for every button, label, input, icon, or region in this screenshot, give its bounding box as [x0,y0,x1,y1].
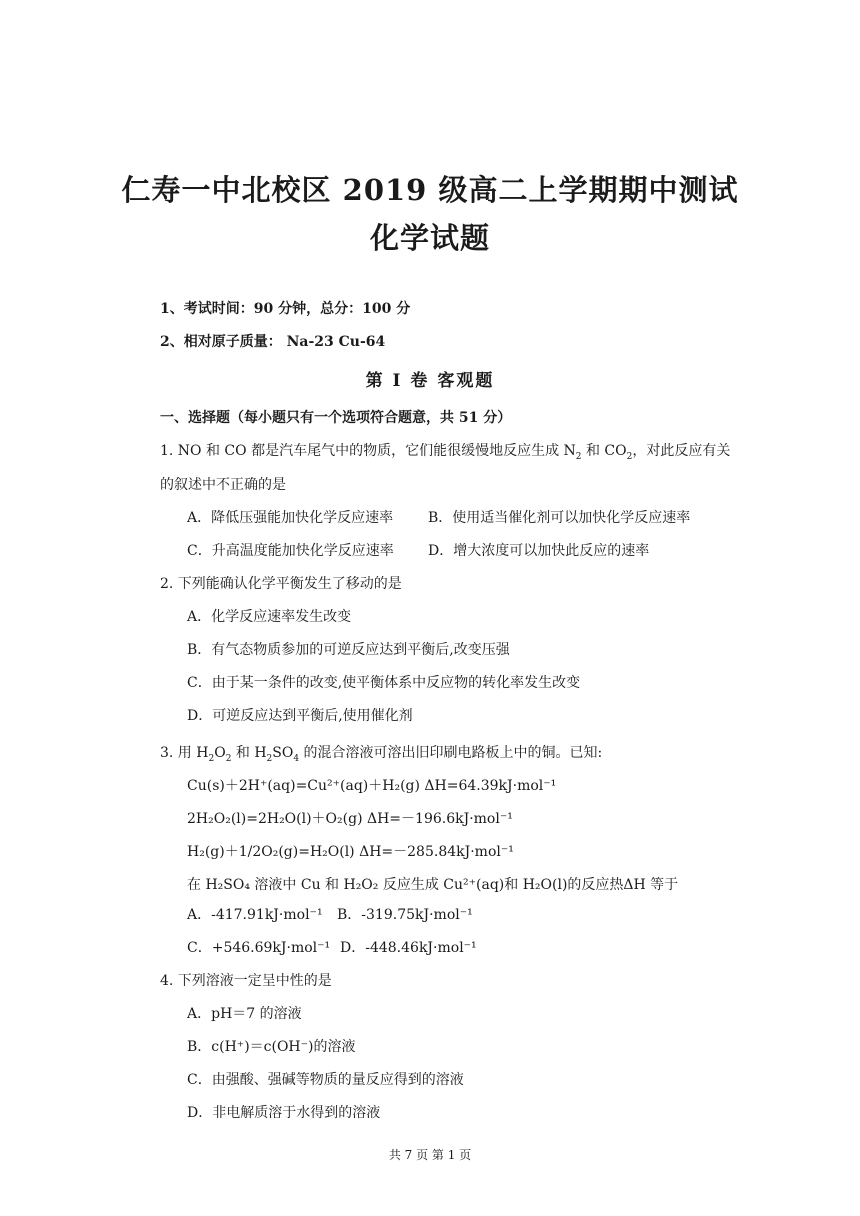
subscript: 2 [225,753,232,764]
question-3-ask: 在 H₂SO₄ 溶液中 Cu 和 H₂O₂ 反应生成 Cu²⁺(aq)和 H₂O(l)的反应热ΔH 等于 [187,877,679,893]
subscript: 2 [266,753,273,764]
question-4-option-d: D．非电解质溶于水得到的溶液 [187,1105,381,1121]
question-1-option-c: C．升高温度能加快化学反应速率 [187,543,394,559]
question-4-option-b: B．c(H⁺)＝c(OH⁻)的溶液 [187,1039,356,1055]
exam-note-atomic-mass: 2、相对原子质量： Na-23 Cu-64 [160,334,386,350]
question-4-option-a: A．pH＝7 的溶液 [187,1006,302,1022]
question-1-stem-line2: 的叙述中不正确的是 [160,477,286,493]
question-2-option-a: A．化学反应速率发生改变 [187,609,352,625]
subscript: 2 [575,451,582,462]
question-4-stem: 4. 下列溶液一定呈中性的是 [160,973,332,989]
question-1-stem-text-c: ，对此反应有关 [632,443,731,459]
question-1-option-a: A．降低压强能加快化学反应速率 [187,510,394,526]
question-3-option-a: A．-417.91kJ·mol⁻¹ [187,907,323,923]
page-title: 仁寿一中北校区 2019 级高二上学期期中测试 [121,173,739,207]
question-3-equation-3: H₂(g)＋1/2O₂(g)=H₂O(l) ΔH=－285.84kJ·mol⁻¹ [187,844,514,860]
question-3-equation-2: 2H₂O₂(l)=2H₂O(l)＋O₂(g) ΔH=－196.6kJ·mol⁻¹ [187,811,513,827]
section-heading: 第 I 卷 客观题 [365,371,495,391]
question-1-stem-text-a: 1. NO 和 CO 都是汽车尾气中的物质，它们能很缓慢地反应生成 N [160,443,576,459]
subscript: 2 [208,753,215,764]
question-3-equation-1: Cu(s)＋2H⁺(aq)=Cu²⁺(aq)＋H₂(g) ΔH=64.39kJ·mol⁻¹ [187,778,557,794]
question-3-stem [160,742,602,764]
question-2-stem: 2. 下列能确认化学平衡发生了移动的是 [160,576,402,592]
question-3-option-d: D．-448.46kJ·mol⁻¹ [340,940,477,956]
question-3-option-c: C．+546.69kJ·mol⁻¹ [187,940,331,956]
question-2-option-d: D．可逆反应达到平衡后,使用催化剂 [187,708,413,724]
question-2-option-b: B．有气态物质参加的可逆反应达到平衡后,改变压强 [187,642,510,658]
question-3-stem-text-c: 和 H [231,745,267,761]
exam-note-time: 1、考试时间：90 分钟，总分：100 分 [160,301,411,317]
question-3-stem-text-d: SO [272,745,294,761]
part-heading: 一、选择题（每小题只有一个选项符合题意，共 51 分） [160,410,512,426]
question-1-stem [160,440,730,462]
page-subtitle: 化学试题 [369,221,490,255]
subscript: 4 [293,753,300,764]
question-3-stem-text-a: 3. 用 H [160,745,209,761]
question-1-option-d: D．增大浓度可以加快此反应的速率 [428,543,650,559]
question-2-option-c: C．由于某一条件的改变,使平衡体系中反应物的转化率发生改变 [187,675,581,691]
question-3-stem-text-e: 的混合溶液可溶出旧印刷电路板上中的铜。已知: [299,745,603,761]
page-footer: 共 7 页 第 1 页 [388,1148,472,1162]
question-3-option-b: B．-319.75kJ·mol⁻¹ [337,907,473,923]
question-1-stem-text-b: 和 CO [581,443,627,459]
question-1-option-b: B．使用适当催化剂可以加快化学反应速率 [428,510,691,526]
subscript: 2 [626,451,633,462]
question-3-stem-text-b: O [214,745,226,761]
question-4-option-c: C．由强酸、强碱等物质的量反应得到的溶液 [187,1072,464,1088]
